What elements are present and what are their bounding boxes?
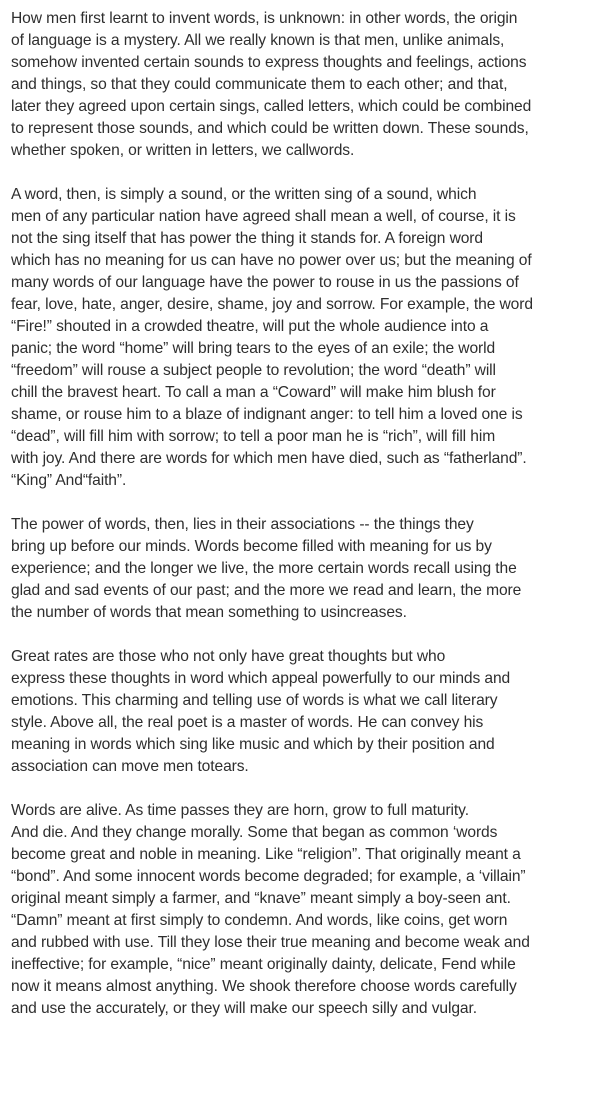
- text-line: The power of words, then, lies in their associations -- the things they: [11, 516, 474, 533]
- text-line: men of any particular nation have agreed shall mean a well, of course, it is: [11, 208, 516, 225]
- text-line: “freedom” will rouse a subject people to revolution; the word “death” will: [11, 362, 496, 379]
- text-line: “Damn” meant at first simply to condemn. And words, like coins, get worn: [11, 912, 508, 929]
- text-line: “King” And“faith”.: [11, 472, 127, 489]
- text-line: not the sing itself that has power the thing it stands for. A foreign word: [11, 230, 483, 247]
- text-line: ineffective; for example, “nice” meant originally dainty, delicate, Fend while: [11, 956, 516, 973]
- text-line: “dead”, will fill him with sorrow; to tell a poor man he is “rich”, will fill him: [11, 428, 496, 445]
- text-line: Words are alive. As time passes they are horn, grow to full maturity.: [11, 802, 469, 819]
- text-line: and use the accurately, or they will make our speech silly and vulgar.: [11, 1000, 477, 1017]
- text-line: many words of our language have the power to rouse in us the passions of: [11, 274, 519, 291]
- text-line: association can move men totears.: [11, 758, 249, 775]
- text-line: and rubbed with use. Till they lose their true meaning and become weak and: [11, 934, 530, 951]
- text-line: bring up before our minds. Words become filled with meaning for us by: [11, 538, 492, 555]
- text-line: Great rates are those who not only have great thoughts but who: [11, 648, 446, 665]
- paragraph-1: [11, 8, 582, 162]
- text-line: somehow invented certain sounds to express thoughts and feelings, actions: [11, 54, 527, 71]
- text-line: emotions. This charming and telling use of words is what we call literary: [11, 692, 498, 709]
- text-line: original meant simply a farmer, and “knave” meant simply a boy-seen ant.: [11, 890, 511, 907]
- text-line: fear, love, hate, anger, desire, shame, joy and sorrow. For example, the word: [11, 296, 533, 313]
- text-line: shame, or rouse him to a blaze of indignant anger: to tell him a loved one is: [11, 406, 523, 423]
- text-line: become great and noble in meaning. Like “religion”. That originally meant a: [11, 846, 521, 863]
- text-line: express these thoughts in word which appeal powerfully to our minds and: [11, 670, 511, 687]
- text-line: chill the bravest heart. To call a man a “Coward” will make him blush for: [11, 384, 496, 401]
- text-line: of language is a mystery. All we really known is that men, unlike animals,: [11, 32, 505, 49]
- text-line: which has no meaning for us can have no power over us; but the meaning of: [11, 252, 532, 269]
- text-line: to represent those sounds, and which could be written down. These sounds,: [11, 120, 529, 137]
- text-line: the number of words that mean something to usincreases.: [11, 604, 407, 621]
- text-line: and things, so that they could communicate them to each other; and that,: [11, 76, 508, 93]
- text-line: “Fire!” shouted in a crowded theatre, will put the whole audience into a: [11, 318, 489, 335]
- paragraph-2: [11, 184, 582, 492]
- text-line: experience; and the longer we live, the more certain words recall using the: [11, 560, 517, 577]
- text-line: A word, then, is simply a sound, or the written sing of a sound, which: [11, 186, 477, 203]
- paragraph-5: [11, 800, 582, 1020]
- text-line: And die. And they change morally. Some that began as common ‘words: [11, 824, 498, 841]
- text-line: whether spoken, or written in letters, we callwords.: [11, 142, 355, 159]
- text-line: later they agreed upon certain sings, called letters, which could be combined: [11, 98, 532, 115]
- text-line: with joy. And there are words for which men have died, such as “fatherland”.: [11, 450, 527, 467]
- text-line: now it means almost anything. We shook therefore choose words carefully: [11, 978, 517, 995]
- text-line: meaning in words which sing like music and which by their position and: [11, 736, 495, 753]
- text-line: panic; the word “home” will bring tears to the eyes of an exile; the world: [11, 340, 496, 357]
- paragraph-4: [11, 646, 582, 778]
- text-line: How men first learnt to invent words, is unknown: in other words, the origin: [11, 10, 518, 27]
- paragraph-3: [11, 514, 582, 624]
- text-line: glad and sad events of our past; and the more we read and learn, the more: [11, 582, 522, 599]
- text-line: “bond”. And some innocent words become degraded; for example, a ‘villain”: [11, 868, 526, 885]
- text-line: style. Above all, the real poet is a master of words. He can convey his: [11, 714, 484, 731]
